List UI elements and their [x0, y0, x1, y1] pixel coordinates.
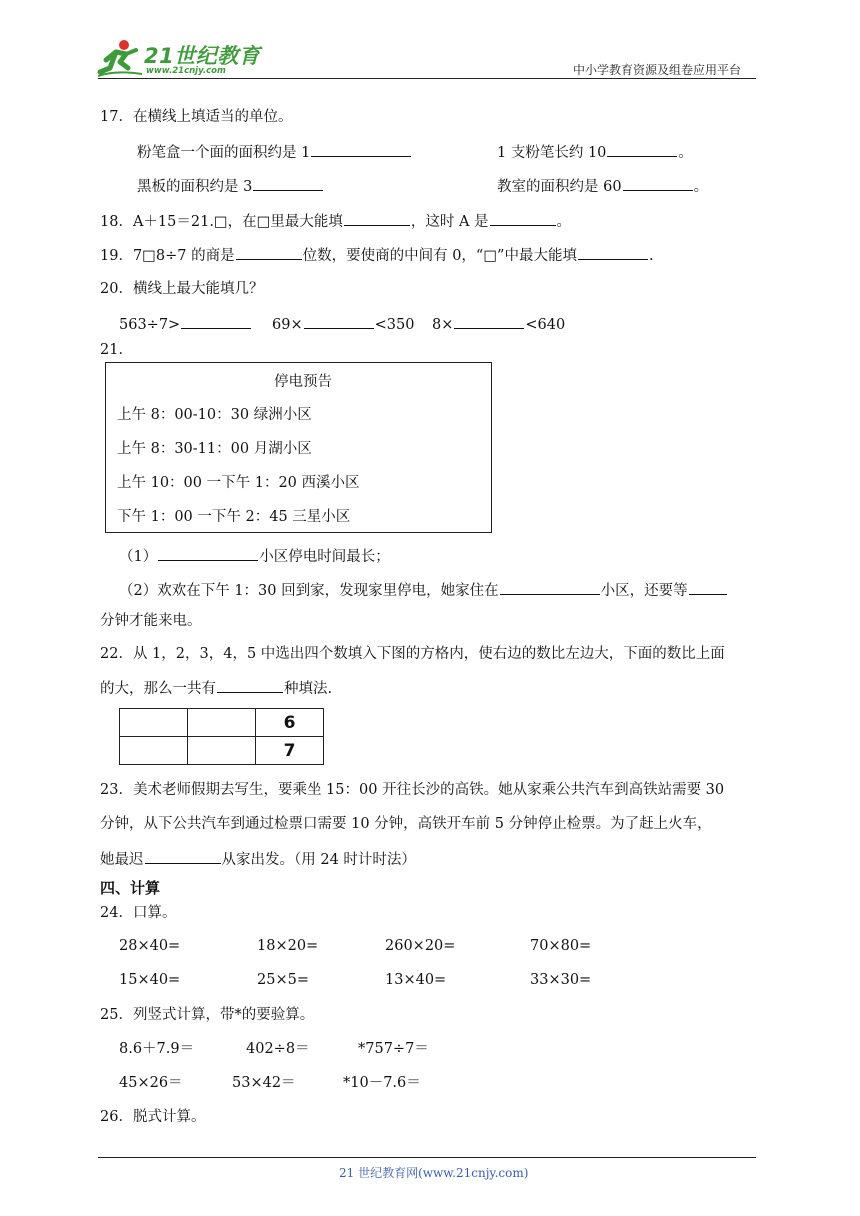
notice-title: 停电预告 [274, 374, 332, 390]
q17-b-text: 1 支粉笔长约 10 [497, 145, 607, 161]
q22-line1: 22．从 1，2，3，4，5 中选出四个数填入下图的方格内，使右边的数比左边大，下面的数比上面 [100, 646, 725, 662]
q19-blank-2[interactable] [578, 245, 648, 260]
q21-sub2-blank-1[interactable] [500, 580, 600, 595]
q17-d-text: 教室的面积约是 60 [497, 179, 622, 195]
q24-item: 70×80= [530, 938, 592, 954]
notice-row: 上午 8：30-11：00 月湖小区 [117, 441, 312, 457]
q20-stem: 20．横线上最大能填几？ [100, 281, 264, 297]
q23-line1: 23．美术老师假期去写生，要乘坐 15：00 开往长沙的高铁。她从家乘公共汽车到高铁站需要 30 [100, 782, 725, 798]
q24-item: 13×40= [385, 972, 447, 988]
number-grid [119, 708, 324, 765]
q20-b-post: <350 [374, 317, 415, 333]
q21-number: 21． [100, 342, 133, 358]
notice-row: 下午 1：00 一下午 2：45 三星小区 [117, 509, 351, 525]
q20-a-blank[interactable] [181, 314, 251, 329]
q25-item: 8.6＋7.9＝ [119, 1041, 195, 1057]
q24-item: 28×40= [119, 938, 181, 954]
q18-text-3: 。 [556, 214, 572, 230]
q20-b-pre: 69× [272, 317, 303, 333]
q24-item: 260×20= [385, 938, 456, 954]
q25-item: 402÷8＝ [246, 1041, 310, 1057]
q18-blank-2[interactable] [490, 211, 556, 226]
q20-a-text: 563÷7> [119, 317, 181, 333]
q26-stem: 26．脱式计算。 [100, 1109, 206, 1125]
q17-a-text: 粉笔盒一个面的面积约是 1 [137, 145, 311, 161]
q24-item: 18×20= [257, 938, 319, 954]
q17-item-b [497, 142, 693, 162]
q22-line2 [100, 678, 332, 698]
q19-blank-1[interactable] [236, 245, 302, 260]
q24-stem: 24．口算。 [100, 905, 177, 921]
q25-stem: 25．列竖式计算，带*的要验算。 [100, 1007, 315, 1023]
q24-item: 15×40= [119, 972, 181, 988]
q23-blank[interactable] [145, 849, 221, 864]
q24-item: 25×5= [257, 972, 309, 988]
q17-b-end: 。 [678, 145, 693, 161]
runner-logo-icon [96, 38, 144, 78]
q21-sub1 [119, 546, 390, 566]
q21-sub1-blank[interactable] [158, 546, 258, 561]
header-platform-title: 中小学教育资源及组卷应用平台 [573, 63, 742, 77]
q17-d-blank[interactable] [623, 176, 693, 191]
q18-text-1: 18．A＋15＝21.□，在□里最大能填 [100, 214, 343, 230]
q22-line2-post: 种填法. [284, 681, 333, 697]
q17-stem: 17．在横线上填适当的单位。 [100, 109, 293, 125]
q17-a-blank[interactable] [311, 142, 411, 157]
q20-item-b [272, 314, 414, 334]
header-divider [98, 78, 756, 79]
notice-row: 上午 10：00 一下午 1：20 西溪小区 [117, 475, 360, 491]
footer-divider [98, 1157, 756, 1158]
footer-site-link[interactable]: 21 世纪教育网(www.21cnjy.com) [339, 1166, 529, 1180]
q22-line2-pre: 的大，那么一共有 [100, 681, 216, 697]
grid-cell[interactable] [188, 737, 256, 765]
q17-c-blank[interactable] [253, 176, 323, 191]
logo-url-text: www.21cnjy.com [146, 66, 226, 76]
notice-row: 上午 8：00-10：30 绿洲小区 [117, 407, 312, 423]
q21-sub2-line2: 分钟才能来电。 [100, 613, 202, 629]
q25-item: 45×26＝ [119, 1075, 183, 1091]
q19-text-2: 位数，要使商的中间有 0，“□”中最大能填 [302, 248, 577, 264]
q17-item-d [497, 176, 708, 196]
q22-blank[interactable] [217, 678, 283, 693]
q21-sub2-blank-2[interactable] [689, 580, 727, 595]
q20-item-c [432, 314, 565, 334]
q24-item: 33×30= [530, 972, 592, 988]
power-outage-notice [105, 362, 492, 533]
q18-line [100, 211, 571, 231]
q20-b-blank[interactable] [304, 314, 374, 329]
q23-line3 [100, 849, 416, 869]
q20-c-blank[interactable] [454, 314, 524, 329]
q20-c-post: <640 [525, 317, 566, 333]
q23-line2: 分钟，从下公共汽车到通过检票口需要 10 分钟，高铁开车前 5 分钟停止检票。为了赶上火车， [100, 816, 712, 832]
q21-sub1-post: 小区停电时间最长； [259, 549, 390, 565]
site-logo [96, 38, 266, 78]
q23-line3-pre: 她最迟 [100, 852, 144, 868]
q17-d-end: 。 [693, 179, 709, 195]
grid-cell-given: 7 [256, 737, 324, 765]
q17-c-text: 黑板的面积约是 3 [137, 179, 253, 195]
q25-item: *10－7.6＝ [343, 1075, 421, 1091]
q21-sub2-pre: （2）欢欢在下午 1：30 回到家，发现家里停电，她家住在 [119, 583, 499, 599]
q21-sub2 [119, 580, 728, 600]
q17-item-c [137, 176, 324, 196]
q18-blank-1[interactable] [344, 211, 410, 226]
logo-brand-text: 21世纪教育 [144, 44, 261, 68]
q19-line [100, 245, 654, 265]
q19-text-3: . [648, 248, 654, 264]
q23-line3-post: 从家出发。（用 24 时计时法） [221, 852, 416, 868]
q20-item-a [119, 314, 252, 334]
q20-c-pre: 8× [432, 317, 454, 333]
q25-item: *757÷7＝ [358, 1041, 429, 1057]
grid-cell[interactable] [188, 709, 256, 737]
grid-cell[interactable] [120, 709, 188, 737]
q25-item: 53×42＝ [232, 1075, 296, 1091]
grid-cell-given: 6 [256, 709, 324, 737]
q17-item-a [137, 142, 412, 162]
grid-cell[interactable] [120, 737, 188, 765]
q19-text-1: 19．7□8÷7 的商是 [100, 248, 235, 264]
q21-sub1-pre: （1） [119, 549, 158, 565]
q18-text-2: ，这时 A 是 [410, 214, 489, 230]
q17-b-blank[interactable] [607, 142, 677, 157]
q21-sub2-mid: 小区，还要等 [600, 583, 688, 599]
section-heading: 四、计算 [100, 879, 161, 897]
